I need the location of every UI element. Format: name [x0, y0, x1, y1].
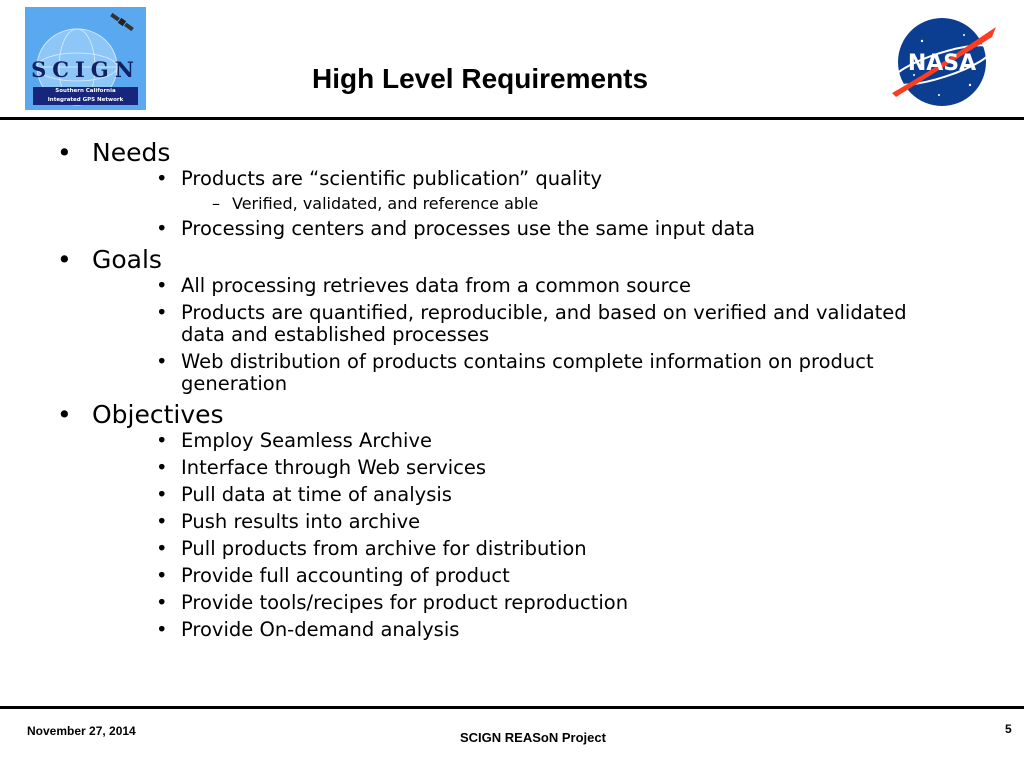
slide-body — [0, 138, 1024, 646]
list-item — [0, 168, 1024, 190]
bullet: • — [57, 400, 72, 429]
section-heading-text: Goals — [92, 245, 162, 274]
list-item — [0, 275, 1024, 297]
list-item — [0, 565, 1024, 587]
footer-date: November 27, 2014 — [27, 724, 136, 738]
footer-divider — [0, 706, 1024, 709]
section-heading-objectives — [0, 400, 1024, 430]
scign-band-line2: Integrated GPS Network — [47, 97, 124, 103]
section-heading-goals — [0, 245, 1024, 275]
list-item-text: Provide tools/recipes for product reproduction — [181, 591, 629, 614]
list-item — [0, 619, 1024, 641]
section-heading-needs — [0, 138, 1024, 168]
list-item-text: All processing retrieves data from a common source — [181, 274, 691, 297]
sub-list-item-text: Verified, validated, and reference able — [232, 194, 539, 213]
scign-band-line1: Southern California — [55, 88, 116, 94]
list-item — [0, 538, 1024, 560]
bullet: • — [156, 350, 168, 373]
list-item — [0, 218, 1024, 240]
list-item-text: Interface through Web services — [181, 456, 487, 479]
list-item-text: Processing centers and processes use the same input data — [181, 217, 756, 240]
section-heading-text: Needs — [92, 138, 171, 167]
list-item — [0, 457, 1024, 479]
list-item — [0, 302, 1024, 346]
footer-project: SCIGN REASoN Project — [460, 730, 606, 745]
nasa-meatball-icon — [884, 15, 1000, 110]
list-item-text: Products are “scientific publication” quality — [181, 167, 603, 190]
bullet: • — [156, 167, 168, 190]
sub-list-item — [0, 194, 1024, 214]
list-item-text: Employ Seamless Archive — [181, 429, 432, 452]
bullet: • — [156, 456, 168, 479]
header-divider — [0, 117, 1024, 120]
bullet: • — [156, 591, 168, 614]
bullet: • — [156, 429, 168, 452]
scign-logo-band — [33, 87, 138, 105]
nasa-logo — [884, 15, 1000, 110]
nasa-logo-word: NASA — [907, 51, 977, 76]
bullet: • — [156, 483, 168, 506]
bullet: • — [156, 564, 168, 587]
list-item-text: Web distribution of products contains complete information on product generation — [181, 350, 874, 395]
list-item — [0, 592, 1024, 614]
page-number: 5 — [1005, 722, 1012, 736]
list-item-text: Push results into archive — [181, 510, 421, 533]
bullet: • — [156, 301, 168, 324]
list-item — [0, 511, 1024, 533]
bullet: • — [57, 138, 72, 167]
bullet: • — [156, 618, 168, 641]
list-item-text: Provide full accounting of product — [181, 564, 510, 587]
list-item-text: Provide On-demand analysis — [181, 618, 460, 641]
list-item — [0, 430, 1024, 452]
list-item-text: Products are quantified, reproducible, and based on verified and validated data and established processes — [181, 301, 907, 346]
bullet: • — [156, 537, 168, 560]
slide-title: High Level Requirements — [312, 63, 649, 94]
section-heading-text: Objectives — [92, 400, 224, 429]
bullet: • — [57, 245, 72, 274]
list-item — [0, 484, 1024, 506]
bullet: • — [156, 217, 168, 240]
list-item — [0, 351, 1024, 395]
dash-bullet: – — [212, 194, 220, 213]
scign-logo-word: SCIGN — [31, 57, 140, 82]
bullet: • — [156, 510, 168, 533]
list-item-text: Pull products from archive for distribution — [181, 537, 587, 560]
scign-logo — [25, 7, 146, 110]
bullet: • — [156, 274, 168, 297]
list-item-text: Pull data at time of analysis — [181, 483, 452, 506]
